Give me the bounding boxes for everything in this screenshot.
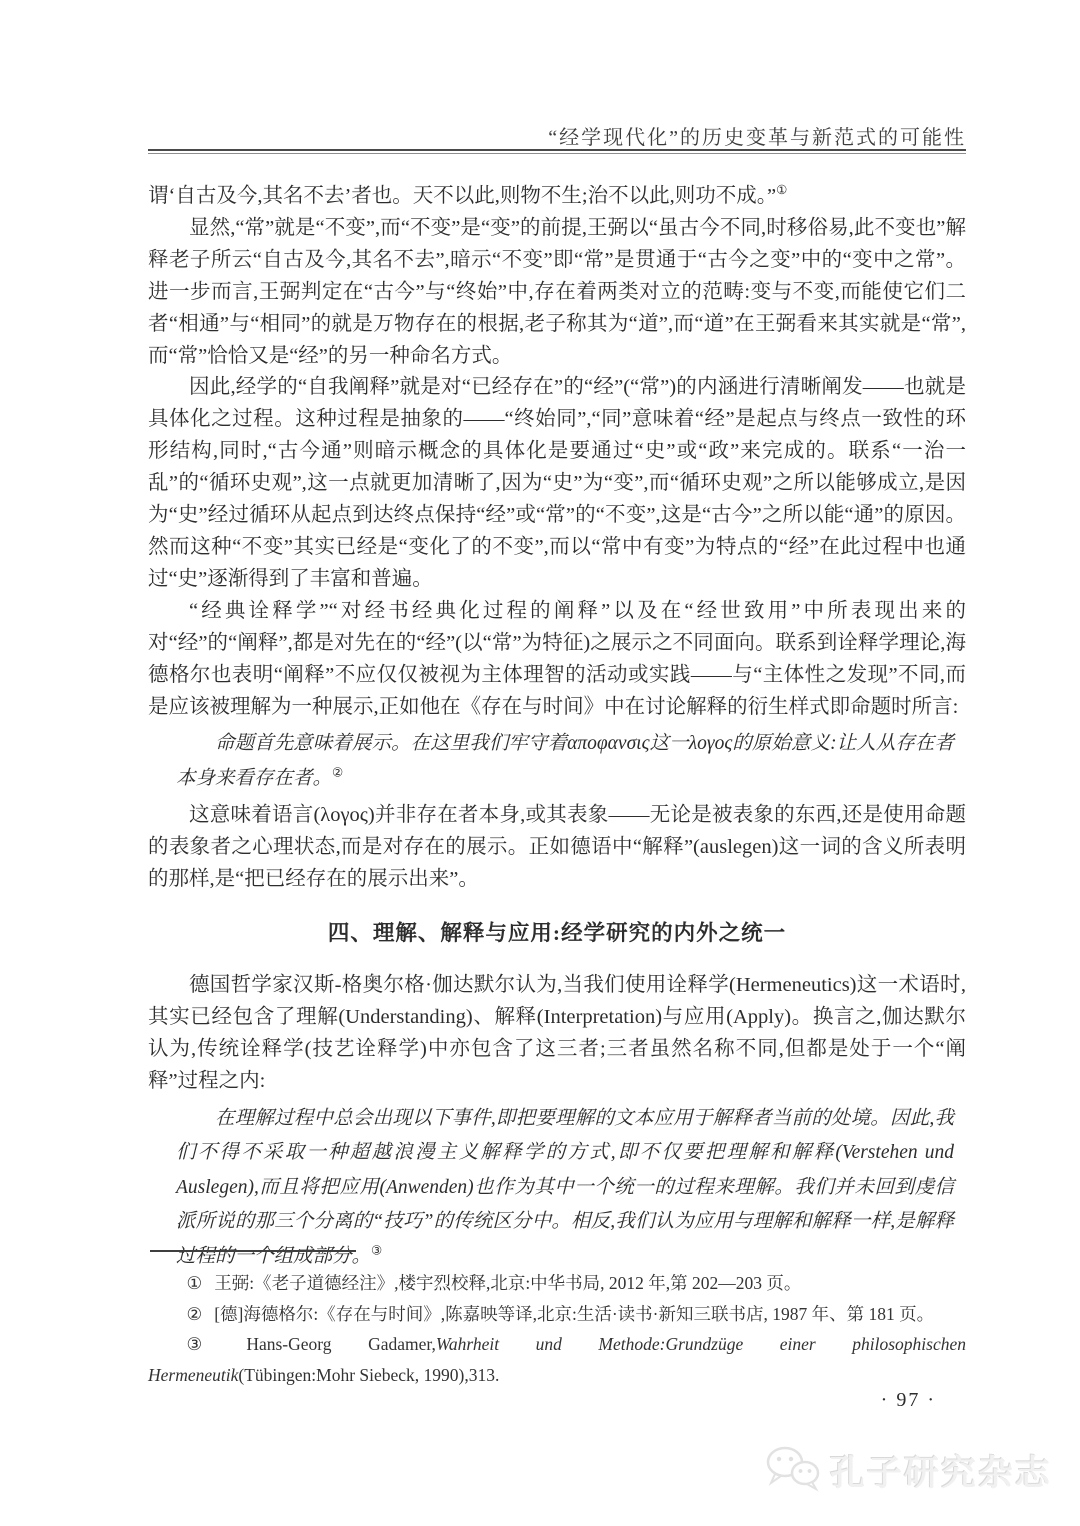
footnote-ref-2: ② bbox=[332, 765, 344, 780]
footnote-marker: ③ bbox=[186, 1334, 235, 1354]
footnote-1 bbox=[148, 1268, 966, 1299]
quote-text: 命题首先意味着展示。在这里我们牢守着αποφανσις这一λογος的原始意义:让人从存在者本身来看存在者。 bbox=[176, 733, 954, 789]
paragraph-2: 显然,“常”就是“不变”,而“不变”是“变”的前提,王弼以“虽古今不同,时移俗易,此不变也”解释老子所云“自古及今,其名不去”,暗示“不变”即“常”是贯通于“古今之变”中的“变中之常”。进一步而言,王弼判定在“古今”与“终始”中,存在着两类对立的范畴:变与不变,而能使它们二者“相通”与“相同”的就是万物存在的根据,老子称其为“道”,而“道”在王弼看来其实就是“常”,而“常”恰恰又是“经”的另一种命名方式。 bbox=[148, 216, 966, 367]
footnote-3 bbox=[148, 1329, 966, 1390]
quote-text: 在理解过程中总会出现以下事件,即把要理解的文本应用于解释者当前的处境。因此,我们不得不采取一种超越浪漫主义解释学的方式,即不仅要把理解和解释(Verstehen und Auslegen),而且将把应用(Anwenden)也作为其中一个统一的过程来理解。我们并未回到虔信派所说的那三个分离的“技巧”的传统区分中。相反,我们认为应用与理解和解释一样,是解释过程的一个组成部分。 bbox=[176, 1107, 954, 1267]
paragraph-3: 因此,经学的“自我阐释”就是对“已经存在”的“经”(“常”)的内涵进行清晰阐发——也就是具体化之过程。这种过程是抽象的——“终始同”,“同”意味着“经”是起点与终点一致性的环形结构,同时,“古今通”则暗示概念的具体化是要通过“史”或“政”来完成的。联系“一治一乱”的“循环史观”,这一点就更加清晰了,因为“史”为“变”,而“循环史观”之所以能够成立,是因为“史”经过循环从起点到达终点保持“经”或“常”的“不变”,这是“古今”之所以能“通”的原因。然而这种“不变”其实已经是“变化了的不变”,而以“常中有变”为特点的“经”在此过程中也通过“史”逐渐得到了丰富和普遍。 bbox=[148, 376, 966, 590]
wechat-logo-icon bbox=[764, 1444, 822, 1497]
block-quote-gadamer bbox=[176, 1102, 954, 1275]
paragraph-continuation bbox=[148, 181, 966, 213]
paragraph-text: 谓‘自古及今,其名不去’者也。天不以此,则物不生;治不以此,则功不成。” bbox=[148, 185, 777, 207]
running-header bbox=[148, 121, 966, 150]
watermark-text: 孔子研究杂志 bbox=[829, 1453, 1052, 1493]
footnote-ref-1: ① bbox=[776, 183, 788, 198]
footnote-ref-3: ③ bbox=[371, 1243, 383, 1258]
block-quote-heidegger bbox=[176, 727, 954, 796]
footnote-text: Hans-Georg Gadamer, bbox=[246, 1334, 436, 1354]
paragraph-5: 这意味着语言(λογος)并非存在者本身,或其表象——无论是被表象的东西,还是使用命题的表象者之心理状态,而是对存在的展示。正如德语中“解释”(auslegen)这一词的含义所表明的那样,是“把已经存在的展示出来”。 bbox=[148, 804, 966, 891]
running-title: “经学现代化”的历史变革与新范式的可能性 bbox=[548, 127, 966, 149]
footnote-marker: ① bbox=[186, 1273, 203, 1293]
footnote-separator bbox=[150, 1250, 356, 1252]
footnote-marker: ② bbox=[186, 1303, 203, 1324]
footnote-2 bbox=[148, 1299, 966, 1330]
article-body bbox=[148, 181, 966, 1278]
section-heading: 四、理解、解释与应用:经学研究的内外之统一 bbox=[327, 921, 787, 946]
journal-watermark bbox=[764, 1444, 1052, 1497]
header-rule bbox=[148, 149, 966, 154]
footnotes-section bbox=[148, 1250, 966, 1390]
paragraph-4: “经典诠释学”“对经书经典化过程的阐释”以及在“经世致用”中所表现出来的对“经”的“阐释”,都是对先在的“经”(以“常”为特征)之展示之不同面向。联系到诠释学理论,海德格尔也表明“阐释”不应仅仅被视为主体理智的活动或实践——与“主体性之发现”不同,而是应该被理解为一种展示,正如他在《存在与时间》中在讨论解释的衍生样式即命题时所言: bbox=[148, 599, 966, 718]
footnote-text-italic: Wahrheit und Methode:Grundzüge einer philosophischen Hermeneutik bbox=[148, 1334, 966, 1385]
paragraph-6: 德国哲学家汉斯-格奥尔格·伽达默尔认为,当我们使用诠释学(Hermeneutics)这一术语时,其实已经包含了理解(Understanding)、解释(Interpretation)与应用(Apply)。换言之,伽达默尔认为,传统诠释学(技艺诠释学)中亦包含了这三者;三者虽然名称不同,但都是处于一个“阐释”过程之内: bbox=[148, 974, 966, 1092]
footnote-text: [德]海德格尔:《存在与时间》,陈嘉映等译,北京:生活·读书·新知三联书店, 1987 年、第 181 页。 bbox=[214, 1303, 935, 1324]
footnote-text: 王弼:《老子道德经注》,楼宇烈校释,北京:中华书局, 2012 年,第 202—203 页。 bbox=[214, 1273, 802, 1293]
page-number: · 97 · bbox=[880, 1389, 936, 1411]
footnote-text: (Tübingen:Mohr Siebeck, 1990),313. bbox=[238, 1364, 500, 1385]
